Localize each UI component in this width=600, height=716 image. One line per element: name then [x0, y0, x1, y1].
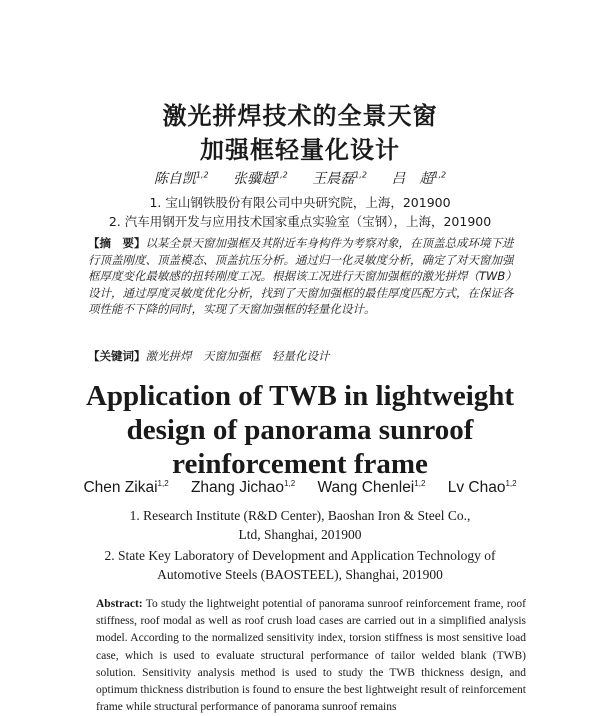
en-author: Zhang Jichao$^{1,2}$: [190, 479, 296, 497]
cn-author: 王晨磊$^{1,2}$: [312, 170, 367, 187]
cn-title-line2: 加强框轻量化设计: [200, 136, 400, 164]
en-title-line1: Application of TWB in lightweight: [85, 380, 515, 412]
cn-author: 张骥超$^{1,2}$: [233, 170, 288, 187]
cn-abstract-label: 【摘 要】: [88, 236, 146, 250]
en-abstract-text: To study the lightweight potential of panorama sunroof reinforcement frame, roof stiffness, roof modal as well as roof crush load cases are carried out in a simplified analysis model. According to the normalized sensitivity index, torsion stiffness is most sensitive load case, which is used to evaluate structural performance of tailor welded blank (TWB) solution. Sensitivity analysis method is used to study the TWB thickness design, and optimum thickness distribution is found to ensure the best lightweight result of reinforcement frame while structural performance of panorama sunroof remains: [96, 598, 526, 714]
cn-abstract: [88, 235, 518, 318]
cn-keywords: [88, 348, 518, 364]
en-affiliation-2-line1: 2. State Key Laboratory of Development and Application Technology of: [104, 548, 496, 563]
cn-authors: [0, 168, 600, 188]
en-author: Chen Zikai$^{1,2}$: [83, 479, 169, 497]
en-abstract-label: Abstract:: [96, 598, 143, 610]
cn-keywords-label: 【关键词】: [88, 349, 146, 363]
en-affiliation-2-line2: Automotive Steels (BAOSTEEL), Shanghai, 201900: [157, 567, 443, 582]
en-title-line2: design of panorama sunroof: [126, 414, 474, 446]
en-affiliation-1-line2: Ltd, Shanghai, 201900: [238, 527, 362, 542]
cn-abstract-text: 以某全景天窗加强框及其附近车身构件为考察对象，在顶盖总成环境下进行顶盖刚度、顶盖模态、顶盖抗压分析。通过归一化灵敏度分析，确定了对天窗加强框厚度变化最敏感的扭转刚度工况。根据该工况进行天窗加强框的激光拼焊（TWB）设计，通过厚度灵敏度优化分析，找到了天窗加强框的最佳厚度匹配方式，在保证各项性能不下降的同时，实现了天窗加强框的轻量化设计。: [88, 236, 517, 316]
cn-author: 陈自凯$^{1,2}$: [153, 170, 209, 187]
cn-affiliation-2: 2. 汽车用钢开发与应用技术国家重点实验室（宝钢），上海，201900: [108, 214, 492, 229]
en-authors: [0, 479, 600, 497]
en-author: Wang Chenlei$^{1,2}$: [317, 479, 426, 497]
cn-keywords-text: 激光拼焊 天窗加强框 轻量化设计: [145, 349, 330, 363]
en-author: Lv Chao$^{1,2}$: [447, 479, 517, 497]
cn-title-line1: 激光拼焊技术的全景天窗: [162, 102, 438, 130]
en-affiliation-1-line1: 1. Research Institute (R&D Center), Baoshan Iron & Steel Co.,: [129, 508, 471, 523]
cn-author: 吕 超$^{1,2}$: [391, 170, 447, 187]
cn-affiliation-1: 1. 宝山钢铁股份有限公司中央研究院，上海，201900: [149, 195, 451, 210]
en-abstract: [96, 596, 526, 716]
en-title-line3: reinforcement frame: [172, 448, 428, 480]
